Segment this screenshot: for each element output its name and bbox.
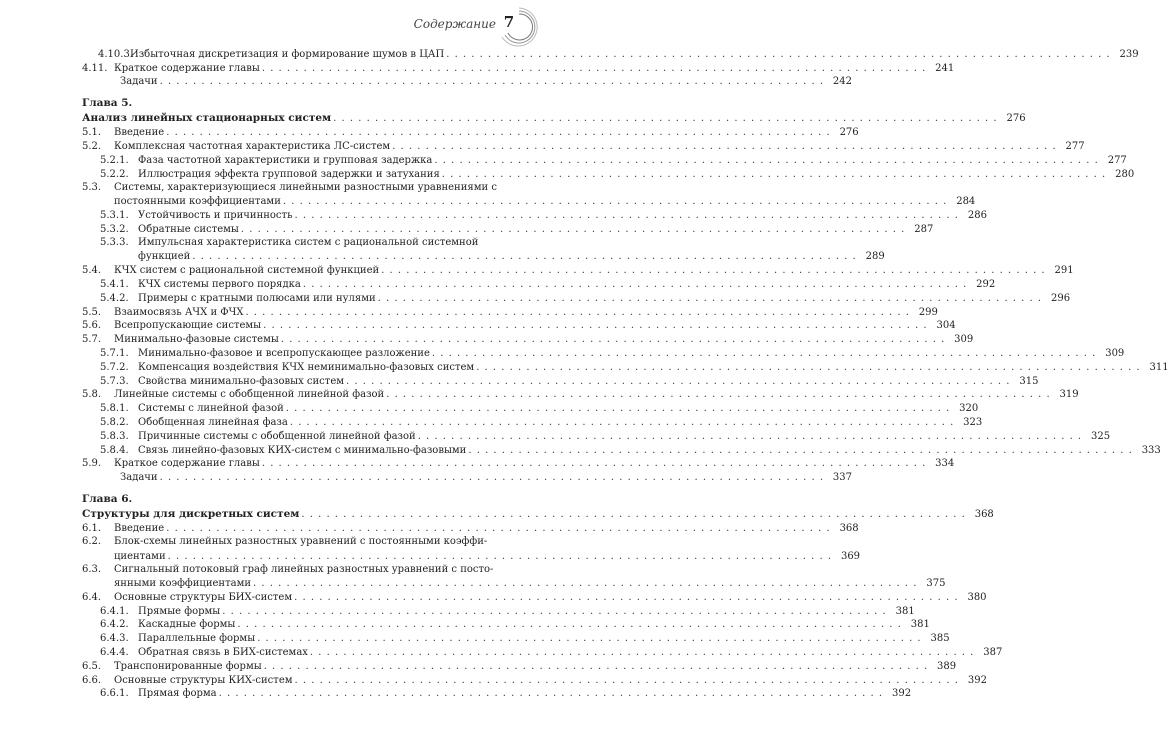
toc-entry[interactable] (82, 631, 950, 645)
running-head-title: Содержание (413, 17, 496, 31)
leader-dots: . . . . . . . . . . . . . . . . . . . . . . . . . . . . . . . . . . . . . . . . . . . . . . . . . . . . . . . . . . . . . . . . . . . . . . . . . . . . . . . . (294, 591, 959, 603)
toc-entry-page: 292 (976, 278, 996, 290)
leader-dots: . . . . . . . . . . . . . . . . . . . . . . . . . . . . . . . . . . . . . . . . . . . . . . . . . . . . . . . . . . . . . . . . . . . . . . . . . . . . . . . . (261, 458, 927, 470)
toc-entry-page: 242 (832, 76, 853, 88)
leader-dots: . . . . . . . . . . . . . . . . . . . . . . . . . . . . . . . . . . . . . . . . . . . . . . . . . . . . . . . . . . . . . . . . . . . . . . . . . . . . . . . . (417, 430, 1083, 442)
page-header (0, 10, 600, 44)
toc-entry-page: 280 (1115, 168, 1135, 180)
toc-entry-page: 291 (1054, 265, 1074, 277)
toc-entry[interactable] (82, 429, 1111, 443)
toc-entry-page: 309 (1105, 347, 1125, 359)
toc-entry-number: 5.1. (82, 127, 102, 139)
leader-dots: . . . . . . . . . . . . . . . . . . . . . . . . . . . . . . . . . . . . . . . . . . . . . . . . . . . . . . . . . . . . . . . . . . . . . . . . . . . . . . . . (159, 472, 825, 484)
toc-entry[interactable] (82, 181, 518, 195)
leader-dots: . . . . . . . . . . . . . . . . . . . . . . . . . . . . . . . . . . . . . . . . . . . . . . . . . . . . . . . . . . . . . . . . . . . . . . . . . . . . . . . . (166, 127, 831, 139)
toc-entry[interactable] (82, 521, 859, 535)
toc-entry-number: 5.7. (82, 334, 102, 346)
leader-dots: . . . . . . . . . . . . . . . . . . . . . . . . . . . . . . . . . . . . . . . . . . . . . . . . . . . . . . . . . . . . . . . . . . . . . . . . . . . . . . . . (346, 375, 1011, 387)
toc-entry[interactable] (82, 75, 853, 89)
toc-entry-number: 5.2.1. (100, 154, 129, 166)
toc-entry-number: 5.3.1. (100, 209, 129, 221)
leader-dots: . . . . . . . . . . . . . . . . . . . . . . . . . . . . . . . . . . . . . . . . . . . . . . . . . . . . . . . . . . . . . . . . . . . . . . . . . . . . . . . . (167, 550, 833, 562)
leader-dots: . . . . . . . . . . . . . . . . . . . . . . . . . . . . . . . . . . . . . . . . . . . . . . . . . . . . . . . . . . . . . . . . . . . . . . . . . . . . . . . . (240, 223, 906, 235)
toc-entry[interactable] (82, 61, 955, 75)
toc-entry-title: Блок-схемы линейных разностных уравнений с постоянными коэффи- (114, 535, 488, 547)
toc-entry-title: Минимально-фазовое и всепропускающее разложение (138, 347, 430, 359)
leader-dots: . . . . . . . . . . . . . . . . . . . . . . . . . . . . . . . . . . . . . . . . . . . . . . . . . . . . . . . . . . . . . . . . . . . . . . . . . . . . . . . . (218, 688, 884, 700)
toc-entry-title: Фаза частотной характеристики и групповая задержка (138, 154, 433, 166)
toc-entry-title: КЧХ системы первого порядка (138, 278, 301, 290)
toc-entry-number: 5.8.2. (100, 416, 129, 428)
toc-entry-title: Минимально-фазовые системы (114, 334, 279, 346)
toc-entry[interactable] (82, 167, 1135, 181)
toc-entry[interactable] (82, 443, 1161, 457)
toc-entry-page: 333 (1141, 444, 1161, 456)
toc-entry-title-continued: постоянными коэффициентами (114, 196, 281, 208)
toc-entry-number: 6.6. (82, 674, 102, 686)
toc-entry-title: Обобщенная линейная фаза (138, 416, 288, 428)
leader-dots: . . . . . . . . . . . . . . . . . . . . . . . . . . . . . . . . . . . . . . . . . . . . . . . . . . . . . . . . . . . . . . . . . . . . . . . . . . . . . . . . (431, 347, 1097, 359)
toc-entry-title: Причинные системы с обобщенной линейной фазой (138, 430, 416, 442)
toc-entry-number: 5.2. (82, 140, 102, 152)
toc-entry-page: 287 (914, 223, 934, 235)
toc-entry-title: Параллельные формы (138, 633, 256, 645)
toc-entry-page: 375 (926, 578, 946, 590)
toc-entry-page: 368 (839, 522, 859, 534)
toc-entry-number: 4.10.3. (98, 48, 133, 60)
toc-entry-number: 6.1. (82, 522, 102, 534)
toc-entry-number: 5.7.1. (100, 347, 129, 359)
chapter-label: Глава 5. (82, 97, 133, 110)
leader-dots: . . . . . . . . . . . . . . . . . . . . . . . . . . . . . . . . . . . . . . . . . . . . . . . . . . . . . . . . . . . . . . . . . . . . . . . . . . . . . . . . (294, 674, 959, 686)
toc-entry-page: 276 (1006, 113, 1026, 125)
toc-entry-title: Сигнальный потоковый граф линейных разностных уравнений с посто- (114, 563, 494, 575)
toc-entry[interactable] (82, 563, 518, 577)
toc-entry[interactable] (82, 457, 955, 471)
toc-entry-number: 5.8.4. (100, 444, 129, 456)
page-number: 7 (503, 13, 515, 31)
toc-entry[interactable] (82, 139, 1085, 153)
toc-entry-page: 385 (930, 633, 950, 645)
toc-entry[interactable] (82, 659, 957, 673)
toc-entry[interactable] (82, 332, 974, 346)
leader-dots: . . . . . . . . . . . . . . . . . . . . . . . . . . . . . . . . . . . . . . . . . . . . . . . . . . . . . . . . . . . . . . . . . . . . . . . . . . . . . . . . (289, 416, 955, 428)
toc-entry-title: Всепропускающие системы (114, 320, 262, 332)
toc-entry-page: 289 (865, 251, 885, 263)
toc-entry[interactable] (82, 604, 915, 618)
toc-entry-page: 334 (935, 458, 955, 470)
toc-entry-number: 6.4.1. (100, 605, 129, 617)
toc-entry-title: Системы, характеризующиеся линейными разностными уравнениями с (114, 181, 497, 193)
toc-entry-title: Системы с линейной фазой (138, 403, 284, 415)
toc-entry-title: Введение (114, 127, 165, 139)
leader-dots: . . . . . . . . . . . . . . . . . . . . . . . . . . . . . . . . . . . . . . . . . . . . . . . . . . . . . . . . . . . . . . . . . . . . . . . . . . . . . . . . (446, 48, 1111, 60)
toc-entry-title-continued: функцией (138, 251, 191, 263)
toc-entry-title: Прямая форма (138, 688, 217, 700)
toc-entry[interactable] (82, 415, 983, 429)
toc-entry-number: 6.4.2. (100, 619, 129, 631)
leader-dots: . . . . . . . . . . . . . . . . . . . . . . . . . . . . . . . . . . . . . . . . . . . . . . . . . . . . . . . . . . . . . . . . . . . . . . . . . . . . . . . . (302, 278, 968, 290)
toc-entry-page: 392 (891, 688, 912, 700)
toc-entry-title: Краткое содержание главы (114, 62, 260, 74)
toc-entry-number: 5.8. (82, 389, 102, 401)
toc-entry[interactable] (82, 401, 979, 415)
toc-entry-page: 381 (895, 605, 915, 617)
toc-entry[interactable] (82, 506, 994, 521)
leader-dots: . . . . . . . . . . . . . . . . . . . . . . . . . . . . . . . . . . . . . . . . . . . . . . . . . . . . . . . . . . . . . . . . . . . . . . . . . . . . . . . . (476, 361, 1141, 373)
leader-dots: . . . . . . . . . . . . . . . . . . . . . . . . . . . . . . . . . . . . . . . . . . . . . . . . . . . . . . . . . . . . . . . . . . . . . . . . . . . . . . . . (309, 647, 975, 659)
toc-entry-number: 5.9. (82, 458, 102, 470)
toc-entry-title: Введение (114, 522, 165, 534)
toc-entry-number: 5.4. (82, 265, 102, 277)
leader-dots: . . . . . . . . . . . . . . . . . . . . . . . . . . . . . . . . . . . . . . . . . . . . . . . . . . . . . . . . . . . . . . . . . . . . . . . . . . . . . . . . (468, 444, 1133, 456)
toc-entry[interactable] (82, 360, 1169, 374)
toc-entry-title: Каскадные формы (138, 619, 236, 631)
toc-entry-continuation[interactable] (82, 549, 861, 563)
toc-entry-page: 286 (967, 209, 987, 221)
leader-dots: . . . . . . . . . . . . . . . . . . . . . . . . . . . . . . . . . . . . . . . . . . . . . . . . . . . . . . . . . . . . . . . . . . . . . . . . . . . . . . . . (253, 578, 918, 590)
toc-entry-title: Прямые формы (138, 605, 221, 617)
toc-entry-number: 6.4. (82, 591, 102, 603)
toc-entry-title: Краткое содержание главы (114, 458, 260, 470)
toc-entry-title: Задачи (120, 472, 158, 484)
toc-entry[interactable] (82, 47, 1139, 61)
toc-entry[interactable] (82, 470, 853, 484)
toc-entry-number: 6.4.3. (100, 633, 129, 645)
toc-entry-title-continued: циентами (114, 550, 166, 562)
toc-entry-title: Анализ линейных стационарных систем (82, 112, 332, 125)
toc-entry-title: Свойства минимально-фазовых систем (138, 375, 345, 387)
toc-entry-page: 337 (832, 472, 853, 484)
toc-entry-page: 284 (956, 196, 976, 208)
table-of-contents (82, 47, 1169, 700)
toc-entry-title: Импульсная характеристика систем с рациональной системной (138, 236, 479, 248)
toc-entry-number: 5.3. (82, 181, 102, 193)
toc-entry-number: 5.2.2. (100, 168, 129, 180)
toc-entry[interactable] (82, 535, 518, 549)
toc-entry-title: Связь линейно-фазовых КИХ-систем с минимально-фазовыми (138, 444, 467, 456)
toc-entry-title: Избыточная дискретизация и формирование шумов в ЦАП (130, 48, 445, 60)
toc-entry-page: 389 (937, 660, 957, 672)
leader-dots: . . . . . . . . . . . . . . . . . . . . . . . . . . . . . . . . . . . . . . . . . . . . . . . . . . . . . . . . . . . . . . . . . . . . . . . . . . . . . . . . (392, 140, 1057, 152)
toc-entry-page: 239 (1119, 48, 1139, 60)
toc-entry-number: 6.6.1. (100, 688, 129, 700)
toc-entry-number: 4.11. (82, 62, 108, 74)
toc-entry-page: 381 (910, 619, 930, 631)
leader-dots: . . . . . . . . . . . . . . . . . . . . . . . . . . . . . . . . . . . . . . . . . . . . . . . . . . . . . . . . . . . . . . . . . . . . . . . . . . . . . . . . (282, 196, 948, 208)
leader-dots: . . . . . . . . . . . . . . . . . . . . . . . . . . . . . . . . . . . . . . . . . . . . . . . . . . . . . . . . . . . . . . . . . . . . . . . . . . . . . . . . (377, 292, 1043, 304)
toc-entry-number: 5.3.3. (100, 236, 129, 248)
toc-entry-title: Линейные системы с обобщенной линейной фазой (114, 389, 385, 401)
toc-entry-continuation[interactable] (82, 250, 885, 264)
leader-dots: . . . . . . . . . . . . . . . . . . . . . . . . . . . . . . . . . . . . . . . . . . . . . . . . . . . . . . . . . . . . . . . . . . . . . . . . . . . . . . . . (301, 509, 966, 521)
toc-entry-title-continued: янными коэффициентами (114, 578, 252, 590)
toc-entry-page: 369 (840, 550, 861, 562)
toc-entry[interactable] (82, 388, 1079, 402)
leader-dots: . . . . . . . . . . . . . . . . . . . . . . . . . . . . . . . . . . . . . . . . . . . . . . . . . . . . . . . . . . . . . . . . . . . . . . . . . . . . . . . . (294, 209, 959, 221)
toc-entry-title: Примеры с кратными полюсами или нулями (138, 292, 376, 304)
toc-entry-title: Иллюстрация эффекта групповой задержки и затухания (138, 168, 440, 180)
toc-entry-page: 299 (918, 306, 938, 318)
toc-entry-page: 319 (1059, 389, 1079, 401)
toc-entry-page: 296 (1050, 292, 1071, 304)
toc-entry-page: 277 (1065, 140, 1085, 152)
toc-entry-number: 5.8.3. (100, 430, 129, 442)
toc-entry-title: Взаимосвязь АЧХ и ФЧХ (114, 306, 244, 318)
toc-entry[interactable] (82, 618, 930, 632)
toc-entry[interactable] (82, 222, 934, 236)
leader-dots: . . . . . . . . . . . . . . . . . . . . . . . . . . . . . . . . . . . . . . . . . . . . . . . . . . . . . . . . . . . . . . . . . . . . . . . . . . . . . . . . (257, 633, 922, 645)
toc-entry-title: Устойчивость и причинность (138, 209, 293, 221)
toc-entry-page: 368 (974, 509, 994, 521)
toc-entry[interactable] (82, 277, 996, 291)
toc-entry[interactable] (82, 208, 987, 222)
toc-entry[interactable] (82, 236, 518, 250)
toc-entry-page: 304 (936, 320, 956, 332)
toc-entry[interactable] (82, 590, 987, 604)
toc-entry[interactable] (82, 125, 859, 139)
toc-entry-number: 6.5. (82, 660, 102, 672)
leader-dots: . . . . . . . . . . . . . . . . . . . . . . . . . . . . . . . . . . . . . . . . . . . . . . . . . . . . . . . . . . . . . . . . . . . . . . . . . . . . . . . . (237, 619, 902, 631)
leader-dots: . . . . . . . . . . . . . . . . . . . . . . . . . . . . . . . . . . . . . . . . . . . . . . . . . . . . . . . . . . . . . . . . . . . . . . . . . . . . . . . . (386, 389, 1051, 401)
toc-entry-page: 315 (1019, 375, 1039, 387)
toc-entry-page: 276 (839, 127, 859, 139)
leader-dots: . . . . . . . . . . . . . . . . . . . . . . . . . . . . . . . . . . . . . . . . . . . . . . . . . . . . . . . . . . . . . . . . . . . . . . . . . . . . . . . . (381, 265, 1046, 277)
toc-entry-page: 387 (983, 647, 1003, 659)
toc-entry-page: 325 (1091, 430, 1111, 442)
toc-entry[interactable] (82, 645, 1003, 659)
toc-entry-number: 5.7.3. (100, 375, 129, 387)
toc-entry-title: Обратные системы (138, 223, 239, 235)
toc-entry-page: 277 (1107, 154, 1127, 166)
leader-dots: . . . . . . . . . . . . . . . . . . . . . . . . . . . . . . . . . . . . . . . . . . . . . . . . . . . . . . . . . . . . . . . . . . . . . . . . . . . . . . . . (261, 62, 927, 74)
toc-entry-title: КЧХ систем с рациональной системной функцией (114, 265, 380, 277)
leader-dots: . . . . . . . . . . . . . . . . . . . . . . . . . . . . . . . . . . . . . . . . . . . . . . . . . . . . . . . . . . . . . . . . . . . . . . . . . . . . . . . . (434, 154, 1099, 166)
toc-entry-number: 5.7.2. (100, 361, 129, 373)
leader-dots: . . . . . . . . . . . . . . . . . . . . . . . . . . . . . . . . . . . . . . . . . . . . . . . . . . . . . . . . . . . . . . . . . . . . . . . . . . . . . . . . (222, 605, 887, 617)
toc-entry[interactable] (82, 153, 1127, 167)
toc-entry-title: Компенсация воздействия КЧХ неминимально-фазовых систем (138, 361, 475, 373)
toc-entry-page: 380 (967, 591, 987, 603)
toc-entry-title: Обратная связь в БИХ-системах (138, 647, 308, 659)
chapter-label: Глава 6. (82, 493, 133, 506)
toc-entry-number: 6.3. (82, 563, 102, 575)
leader-dots: . . . . . . . . . . . . . . . . . . . . . . . . . . . . . . . . . . . . . . . . . . . . . . . . . . . . . . . . . . . . . . . . . . . . . . . . . . . . . . . . (159, 76, 825, 88)
toc-entry-number: 6.2. (82, 535, 102, 547)
toc-entry-number: 5.4.2. (100, 292, 129, 304)
toc-entry-number: 5.3.2. (100, 223, 129, 235)
leader-dots: . . . . . . . . . . . . . . . . . . . . . . . . . . . . . . . . . . . . . . . . . . . . . . . . . . . . . . . . . . . . . . . . . . . . . . . . . . . . . . . . (280, 334, 946, 346)
toc-entry-number: 5.4.1. (100, 278, 129, 290)
toc-entry[interactable] (82, 346, 1125, 360)
toc-entry-continuation[interactable] (82, 576, 946, 590)
toc-entry-page: 311 (1149, 361, 1169, 373)
leader-dots: . . . . . . . . . . . . . . . . . . . . . . . . . . . . . . . . . . . . . . . . . . . . . . . . . . . . . . . . . . . . . . . . . . . . . . . . . . . . . . . . (263, 320, 928, 332)
toc-entry[interactable] (82, 305, 938, 319)
toc-entry[interactable] (82, 263, 1074, 277)
toc-entry-title: Основные структуры КИХ-систем (114, 674, 293, 686)
toc-entry-page: 309 (954, 334, 974, 346)
toc-entry-title: Задачи (120, 76, 158, 88)
toc-entry[interactable] (82, 687, 912, 701)
leader-dots: . . . . . . . . . . . . . . . . . . . . . . . . . . . . . . . . . . . . . . . . . . . . . . . . . . . . . . . . . . . . . . . . . . . . . . . . . . . . . . . . (333, 113, 998, 125)
leader-dots: . . . . . . . . . . . . . . . . . . . . . . . . . . . . . . . . . . . . . . . . . . . . . . . . . . . . . . . . . . . . . . . . . . . . . . . . . . . . . . . . (263, 660, 929, 672)
toc-entry-number: 5.6. (82, 320, 102, 332)
toc-entry-number: 6.4.4. (100, 647, 129, 659)
toc-entry-title: Основные структуры БИХ-систем (114, 591, 293, 603)
toc-entry-page: 241 (935, 62, 955, 74)
leader-dots: . . . . . . . . . . . . . . . . . . . . . . . . . . . . . . . . . . . . . . . . . . . . . . . . . . . . . . . . . . . . . . . . . . . . . . . . . . . . . . . . (285, 403, 951, 415)
toc-entry-continuation[interactable] (82, 194, 976, 208)
toc-entry[interactable] (82, 374, 1039, 388)
toc-entry[interactable] (82, 673, 987, 687)
toc-entry-title: Структуры для дискретных систем (82, 508, 300, 521)
leader-dots: . . . . . . . . . . . . . . . . . . . . . . . . . . . . . . . . . . . . . . . . . . . . . . . . . . . . . . . . . . . . . . . . . . . . . . . . . . . . . . . . (192, 251, 857, 263)
toc-entry-title: Комплексная частотная характеристика ЛС-систем (114, 140, 391, 152)
leader-dots: . . . . . . . . . . . . . . . . . . . . . . . . . . . . . . . . . . . . . . . . . . . . . . . . . . . . . . . . . . . . . . . . . . . . . . . . . . . . . . . . (441, 168, 1107, 180)
toc-entry-number: 5.8.1. (100, 403, 129, 415)
toc-entry-page: 392 (967, 674, 987, 686)
toc-entry-number: 5.5. (82, 306, 102, 318)
toc-entry[interactable] (82, 291, 1071, 305)
toc-entry[interactable] (82, 110, 1026, 125)
leader-dots: . . . . . . . . . . . . . . . . . . . . . . . . . . . . . . . . . . . . . . . . . . . . . . . . . . . . . . . . . . . . . . . . . . . . . . . . . . . . . . . . (245, 306, 910, 318)
toc-entry[interactable] (82, 319, 956, 333)
toc-entry-page: 323 (963, 416, 983, 428)
toc-entry-title: Транспонированные формы (114, 660, 262, 672)
leader-dots: . . . . . . . . . . . . . . . . . . . . . . . . . . . . . . . . . . . . . . . . . . . . . . . . . . . . . . . . . . . . . . . . . . . . . . . . . . . . . . . . (166, 522, 831, 534)
toc-entry-page: 320 (959, 403, 979, 415)
